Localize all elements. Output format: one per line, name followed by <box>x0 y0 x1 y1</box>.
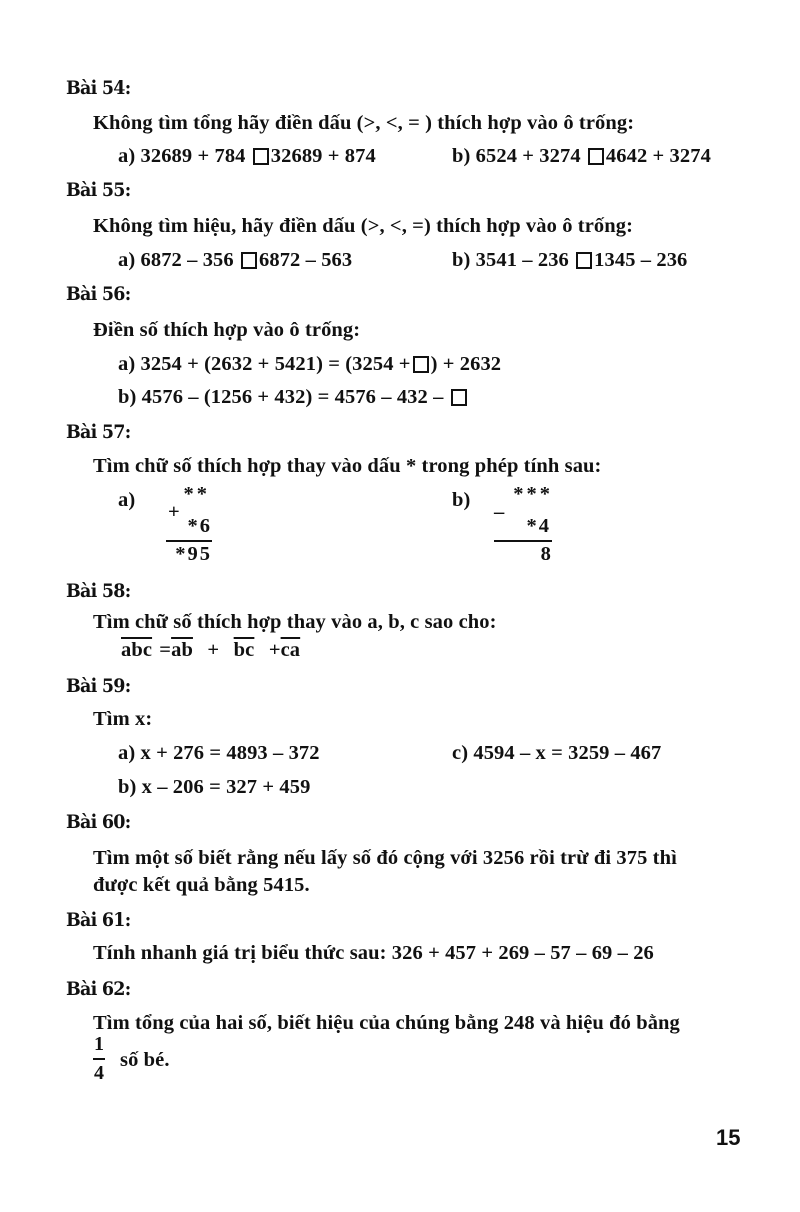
exercise-61-title: Bài 61: <box>66 909 131 931</box>
exercise-62-line-2: số bé. <box>120 1049 170 1071</box>
term-ca: $\overline{ca}$ <box>280 639 301 661</box>
exercise-56-b <box>118 385 469 409</box>
fraction-numerator: 1 <box>94 1033 104 1055</box>
expr-left: b) 4576 – (1256 + 432) = 4576 – 432 – <box>118 386 444 408</box>
exercise-55-prompt: Không tìm hiệu, hãy điền dấu (>, <, =) thích hợp vào ô trống: <box>93 215 634 237</box>
exercise-57-b-label: b) <box>452 489 471 511</box>
expr-right: 32689 + 874 <box>270 145 376 167</box>
expr-right: 1345 – 236 <box>594 249 688 271</box>
subtrahend: *4 <box>526 515 551 537</box>
exercise-58-title: Bài 58: <box>66 580 131 602</box>
exercise-58-prompt: Tìm chữ số thích hợp thay vào a, b, c sao cho: <box>93 611 497 633</box>
sum: *95 <box>175 543 212 565</box>
exercise-62-title: Bài 62: <box>66 978 131 1000</box>
expr-left: a) 32689 + 784 <box>118 145 246 167</box>
plus-sign: + <box>168 501 180 523</box>
answer-box[interactable] <box>576 252 592 269</box>
exercise-54-b <box>452 144 711 168</box>
page-number: 15 <box>716 1125 741 1150</box>
exercise-60-title: Bài 60: <box>66 811 131 833</box>
expr-right: 6872 – 563 <box>259 249 353 271</box>
exercise-60-line-2: được kết quả bằng 5415. <box>93 874 310 896</box>
expr-left: a) 3254 + (2632 + 5421) = (3254 + <box>118 353 411 375</box>
exercise-54-prompt: Không tìm tổng hãy điền dấu (>, <, = ) thích hợp vào ô trống: <box>93 112 635 134</box>
fraction-denominator: 4 <box>94 1062 104 1084</box>
exercise-56-title: Bài 56: <box>66 283 131 305</box>
exercise-58-equation <box>121 638 300 662</box>
answer-box[interactable] <box>253 148 269 165</box>
exercise-62-line-1: Tìm tổng của hai số, biết hiệu của chúng bằng 248 và hiệu đó bằng <box>93 1012 680 1034</box>
expr-right: 4642 + 3274 <box>605 145 711 167</box>
exercise-57-title: Bài 57: <box>66 421 131 443</box>
exercise-56-prompt: Điền số thích hợp vào ô trống: <box>93 319 361 341</box>
answer-box[interactable] <box>451 389 467 406</box>
exercise-59-b: b) x – 206 = 327 + 459 <box>118 776 311 798</box>
answer-box[interactable] <box>588 148 604 165</box>
term-ab: $\overline{ab}$ <box>171 639 193 661</box>
exercise-55-title: Bài 55: <box>66 179 131 201</box>
exercise-59-a: a) x + 276 = 4893 – 372 <box>118 742 320 764</box>
plus: + <box>207 639 220 661</box>
exercise-57-prompt: Tìm chữ số thích hợp thay vào dấu * trong phép tính sau: <box>93 455 602 477</box>
addend-2: *6 <box>187 515 212 537</box>
exercise-57-a-label: a) <box>118 489 136 511</box>
term-bc: $\overline{bc}$ <box>233 639 255 661</box>
expr-left: a) 6872 – 356 <box>118 249 234 271</box>
plus: + <box>268 639 281 661</box>
expr-left: b) 3541 – 236 <box>452 249 569 271</box>
exercise-59-prompt: Tìm x: <box>93 708 153 730</box>
expr-right: ) + 2632 <box>430 353 502 375</box>
exercise-61-prompt: Tính nhanh giá trị biểu thức sau: 326 + 457 + 269 – 57 – 69 – 26 <box>93 942 654 964</box>
exercise-55-a <box>118 248 352 272</box>
minuend: *** <box>513 483 553 505</box>
exercise-54-a <box>118 144 376 168</box>
term-abc: $\overline{abc}$ <box>121 639 153 661</box>
expr-left: b) 6524 + 3274 <box>452 145 581 167</box>
exercise-60-line-1: Tìm một số biết rằng nếu lấy số đó cộng với 3256 rồi trừ đi 375 thì <box>93 847 677 869</box>
exercise-59-title: Bài 59: <box>66 675 131 697</box>
fraction-bar <box>93 1058 105 1060</box>
exercise-56-a <box>118 352 501 376</box>
minus-sign: – <box>494 501 505 523</box>
answer-box[interactable] <box>241 252 257 269</box>
exercise-54-title: Bài 54: <box>66 77 131 99</box>
answer-box[interactable] <box>413 356 429 373</box>
equals: = <box>159 639 172 661</box>
exercise-55-b <box>452 248 687 272</box>
difference: 8 <box>540 543 551 565</box>
addend-1: ** <box>183 483 210 505</box>
exercise-59-c: c) 4594 – x = 3259 – 467 <box>452 742 662 764</box>
